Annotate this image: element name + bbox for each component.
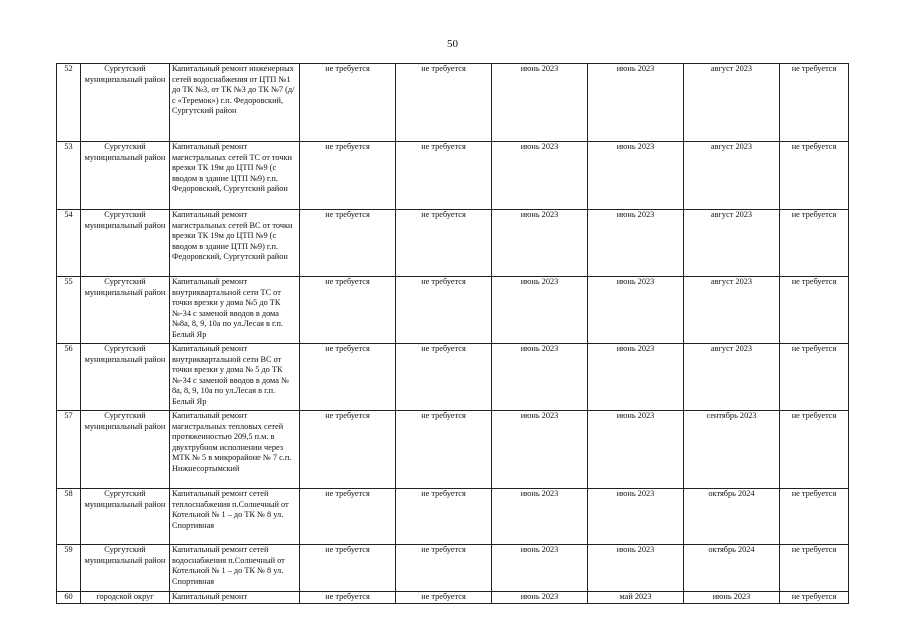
work-name-cell: Капитальный ремонт внутриквартальной сети ВС от точки врезки у дома № 5 до ТК №-34 с заменой вводов в дома № 8а, 8, 9, 10а по ул.Лесая в г.п. Белый Яр bbox=[170, 344, 300, 411]
column-9-cell: не требуется bbox=[780, 411, 849, 489]
municipality-cell: Сургутский муниципальный район bbox=[81, 64, 170, 142]
work-name-cell: Капитальный ремонт магистральных сетей ТС от точки врезки ТК 19м до ЦТП №9 (с вводом в здание ЦТП №9) г.п. Федоровский, Сургутский район bbox=[170, 142, 300, 210]
work-name-cell: Капитальный ремонт инженерных сетей водоснабжения от ЦТП №1 до ТК №3, от ТК №3 до ТК №7 (д/с «Теремок») г.п. Федоровский, Сургутский район bbox=[170, 64, 300, 142]
column-7-cell: июнь 2023 bbox=[588, 411, 684, 489]
column-4-cell: не требуется bbox=[300, 489, 396, 545]
table-body bbox=[57, 64, 849, 604]
column-8-cell: август 2023 bbox=[684, 277, 780, 344]
column-4-cell: не требуется bbox=[300, 411, 396, 489]
column-5-cell: не требуется bbox=[396, 592, 492, 604]
column-6-cell: июнь 2023 bbox=[492, 489, 588, 545]
schedule-table bbox=[56, 63, 849, 604]
table-row bbox=[57, 344, 849, 411]
column-8-cell: август 2023 bbox=[684, 344, 780, 411]
column-6-cell: июнь 2023 bbox=[492, 411, 588, 489]
column-6-cell: июнь 2023 bbox=[492, 344, 588, 411]
column-9-cell: не требуется bbox=[780, 592, 849, 604]
municipality-cell: Сургутский муниципальный район bbox=[81, 344, 170, 411]
municipality-cell: Сургутский муниципальный район bbox=[81, 277, 170, 344]
municipality-cell: Сургутский муниципальный район bbox=[81, 411, 170, 489]
municipality-cell: Сургутский муниципальный район bbox=[81, 489, 170, 545]
column-4-cell: не требуется bbox=[300, 64, 396, 142]
row-number-cell: 57 bbox=[57, 411, 81, 489]
column-5-cell: не требуется bbox=[396, 210, 492, 277]
row-number-cell: 55 bbox=[57, 277, 81, 344]
column-4-cell: не требуется bbox=[300, 210, 396, 277]
work-name-cell: Капитальный ремонт сетей теплоснабжения п.Солнечный от Котельной № 1 – до ТК № 8 ул. Спортивная bbox=[170, 489, 300, 545]
column-8-cell: август 2023 bbox=[684, 142, 780, 210]
column-6-cell: июнь 2023 bbox=[492, 64, 588, 142]
column-6-cell: июнь 2023 bbox=[492, 277, 588, 344]
column-7-cell: май 2023 bbox=[588, 592, 684, 604]
column-8-cell: июнь 2023 bbox=[684, 592, 780, 604]
work-name-cell: Капитальный ремонт сетей водоснабжения п.Солнечный от Котельной № 1 – до ТК № 8 ул. Спортивная bbox=[170, 545, 300, 592]
row-number-cell: 54 bbox=[57, 210, 81, 277]
table-row bbox=[57, 592, 849, 604]
column-4-cell: не требуется bbox=[300, 545, 396, 592]
work-name-cell: Капитальный ремонт магистральных тепловых сетей протяженностью 209,5 п.м. в двухтрубном исполнении через МТК № 5 в микрорайоне № 7 с.п. Нижнесортымский bbox=[170, 411, 300, 489]
column-8-cell: август 2023 bbox=[684, 64, 780, 142]
column-5-cell: не требуется bbox=[396, 545, 492, 592]
municipality-cell: Сургутский муниципальный район bbox=[81, 142, 170, 210]
column-7-cell: июнь 2023 bbox=[588, 64, 684, 142]
column-8-cell: август 2023 bbox=[684, 210, 780, 277]
row-number-cell: 53 bbox=[57, 142, 81, 210]
column-9-cell: не требуется bbox=[780, 210, 849, 277]
column-9-cell: не требуется bbox=[780, 142, 849, 210]
column-5-cell: не требуется bbox=[396, 277, 492, 344]
column-8-cell: октябрь 2024 bbox=[684, 489, 780, 545]
table-row bbox=[57, 545, 849, 592]
column-4-cell: не требуется bbox=[300, 142, 396, 210]
column-9-cell: не требуется bbox=[780, 489, 849, 545]
column-6-cell: июнь 2023 bbox=[492, 592, 588, 604]
column-7-cell: июнь 2023 bbox=[588, 545, 684, 592]
table-row bbox=[57, 142, 849, 210]
column-5-cell: не требуется bbox=[396, 142, 492, 210]
column-9-cell: не требуется bbox=[780, 64, 849, 142]
row-number-cell: 56 bbox=[57, 344, 81, 411]
column-7-cell: июнь 2023 bbox=[588, 344, 684, 411]
column-7-cell: июнь 2023 bbox=[588, 210, 684, 277]
work-name-cell: Капитальный ремонт магистральных сетей ВС от точки врезки ТК 19м до ЦТП №9 (с вводом в здание ЦТП №9) г.п. Федоровский, Сургутский район bbox=[170, 210, 300, 277]
column-9-cell: не требуется bbox=[780, 344, 849, 411]
row-number-cell: 52 bbox=[57, 64, 81, 142]
municipality-cell: Сургутский муниципальный район bbox=[81, 210, 170, 277]
column-7-cell: июнь 2023 bbox=[588, 489, 684, 545]
column-8-cell: сентябрь 2023 bbox=[684, 411, 780, 489]
row-number-cell: 59 bbox=[57, 545, 81, 592]
table-row bbox=[57, 489, 849, 545]
column-5-cell: не требуется bbox=[396, 489, 492, 545]
table-row bbox=[57, 411, 849, 489]
work-name-cell: Капитальный ремонт внутриквартальной сети ТС от точки врезки у дома №5 до ТК №-34 с заменой вводов в дома №8а, 8, 9, 10а по ул.Лесая в г.п. Белый Яр bbox=[170, 277, 300, 344]
column-7-cell: июнь 2023 bbox=[588, 277, 684, 344]
municipality-cell: городской округ bbox=[81, 592, 170, 604]
column-5-cell: не требуется bbox=[396, 411, 492, 489]
column-4-cell: не требуется bbox=[300, 277, 396, 344]
column-4-cell: не требуется bbox=[300, 344, 396, 411]
column-4-cell: не требуется bbox=[300, 592, 396, 604]
column-5-cell: не требуется bbox=[396, 64, 492, 142]
column-5-cell: не требуется bbox=[396, 344, 492, 411]
municipality-cell: Сургутский муниципальный район bbox=[81, 545, 170, 592]
row-number-cell: 58 bbox=[57, 489, 81, 545]
table-row bbox=[57, 210, 849, 277]
work-name-cell: Капитальный ремонт bbox=[170, 592, 300, 604]
table-row bbox=[57, 277, 849, 344]
column-9-cell: не требуется bbox=[780, 545, 849, 592]
column-6-cell: июнь 2023 bbox=[492, 142, 588, 210]
column-9-cell: не требуется bbox=[780, 277, 849, 344]
table-row bbox=[57, 64, 849, 142]
page-number: 50 bbox=[447, 38, 458, 50]
column-7-cell: июнь 2023 bbox=[588, 142, 684, 210]
column-6-cell: июнь 2023 bbox=[492, 210, 588, 277]
column-6-cell: июнь 2023 bbox=[492, 545, 588, 592]
column-8-cell: октябрь 2024 bbox=[684, 545, 780, 592]
row-number-cell: 60 bbox=[57, 592, 81, 604]
